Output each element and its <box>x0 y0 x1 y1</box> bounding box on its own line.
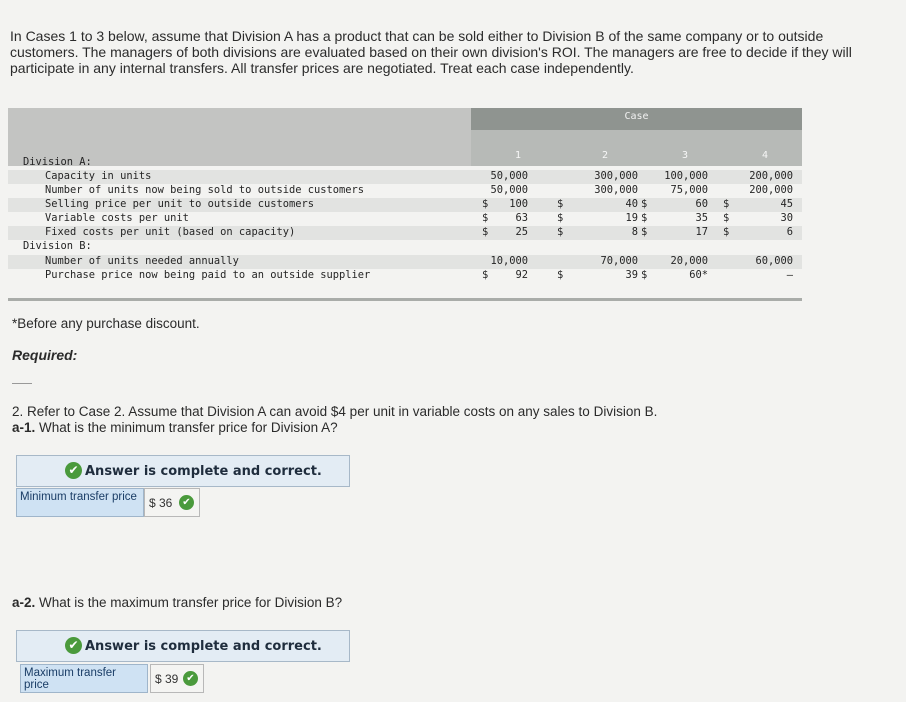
dollar-sign: $ <box>723 198 730 210</box>
cell-text: 10,000 <box>490 255 528 267</box>
dollar-sign: $ <box>482 269 489 281</box>
cell-text: 45 <box>780 198 793 210</box>
cell-text: 92 <box>515 269 528 281</box>
table-row <box>8 226 802 240</box>
dollar-sign: $ <box>641 226 648 238</box>
row-label: Division A: <box>23 156 92 168</box>
cell-text: 300,000 <box>594 184 638 196</box>
intro-paragraph: In Cases 1 to 3 below, assume that Division A has a product that can be sold either to Division B of the same company or to outside customers. The managers of both divisions are evaluated based on their own division's ROI. The managers are free to decide if they will participate in any internal transfers. All transfer prices are negotiated. Treat each case independently. <box>10 28 852 76</box>
minimum-transfer-price-label: Minimum transfer price <box>16 488 144 517</box>
question-a2 <box>12 595 342 610</box>
cell-text: 60,000 <box>755 255 793 267</box>
dollar-sign: $ <box>482 226 489 238</box>
cell-text: 50,000 <box>490 184 528 196</box>
cell-text: 75,000 <box>670 184 708 196</box>
dollar-sign: $ <box>557 212 564 224</box>
cell-text: 17 <box>695 226 708 238</box>
required-heading: Required: <box>12 347 78 363</box>
question-a1-id: a-1. <box>12 420 36 435</box>
cell-text: 40 <box>625 198 638 210</box>
row-label: Variable costs per unit <box>45 212 189 224</box>
cell-text: 6 <box>786 226 793 238</box>
question-a1-line <box>12 420 657 436</box>
row-label: Number of units needed annually <box>45 255 239 267</box>
row-label: Capacity in units <box>45 170 152 182</box>
table-row <box>8 240 802 254</box>
table-bottom-rule <box>8 298 802 301</box>
column-header-case-3: 3 <box>682 150 689 161</box>
dollar-sign: $ <box>641 212 648 224</box>
cell-text: 8 <box>631 226 638 238</box>
cell-text: 63 <box>515 212 528 224</box>
dollar-sign: $ <box>723 226 730 238</box>
cell-text: 300,000 <box>594 170 638 182</box>
cell-text: 30 <box>780 212 793 224</box>
column-header-case-4: 4 <box>762 150 769 161</box>
cell-text: 50,000 <box>490 170 528 182</box>
cell-text: 39 <box>625 269 638 281</box>
dollar-sign: $ <box>723 212 730 224</box>
check-circle-icon: ✔ <box>183 671 198 686</box>
row-label: Fixed costs per unit (based on capacity) <box>45 226 296 238</box>
cell-text: 100,000 <box>664 170 708 182</box>
answer-status-box-2 <box>16 630 350 662</box>
row-label: Division B: <box>23 240 92 252</box>
cell-text: 100 <box>509 198 528 210</box>
dollar-sign: $ <box>557 269 564 281</box>
table-row <box>8 269 802 283</box>
cell-text: 200,000 <box>749 170 793 182</box>
check-circle-icon: ✔ <box>179 495 194 510</box>
maximum-transfer-price-label: Maximum transfer price <box>20 664 148 693</box>
cell-text: 60 <box>695 198 708 210</box>
row-label: Selling price per unit to outside customers <box>45 198 314 210</box>
cell-text: 70,000 <box>600 255 638 267</box>
table-row <box>8 255 802 269</box>
dollar-sign: $ <box>557 198 564 210</box>
dollar-sign: $ <box>482 212 489 224</box>
cell-text: 60* <box>689 269 708 281</box>
check-circle-icon: ✔ <box>65 462 82 479</box>
case-header: Case <box>624 111 649 122</box>
row-label: Purchase price now being paid to an outside supplier <box>45 269 371 281</box>
question-a2-text: What is the maximum transfer price for Division B? <box>39 595 343 610</box>
cell-text: 200,000 <box>749 184 793 196</box>
dollar-sign: $ <box>557 226 564 238</box>
answer-status-box-1 <box>16 455 350 487</box>
cell-text: 35 <box>695 212 708 224</box>
cell-text: 20,000 <box>670 255 708 267</box>
column-header-case-2: 2 <box>602 150 609 161</box>
answer-status-text-1: Answer is complete and correct. <box>85 464 322 479</box>
table-row <box>8 170 802 184</box>
column-header-case-1: 1 <box>515 150 522 161</box>
footnote: *Before any purchase discount. <box>12 316 200 331</box>
maximum-transfer-price-value: $ 39 <box>155 672 179 686</box>
check-circle-icon: ✔ <box>65 637 82 654</box>
cell-text: 19 <box>625 212 638 224</box>
row-label: Number of units now being sold to outside customers <box>45 184 365 196</box>
dollar-sign: $ <box>641 269 648 281</box>
table-row <box>8 198 802 212</box>
answer-status-text-2: Answer is complete and correct. <box>85 639 322 654</box>
cell-text: 25 <box>515 226 528 238</box>
divider <box>12 383 32 384</box>
dollar-sign: $ <box>641 198 648 210</box>
question-a2-id: a-2. <box>12 595 36 610</box>
question-a1 <box>12 404 657 436</box>
question-a1-text: What is the minimum transfer price for Division A? <box>39 420 338 435</box>
question-lead: 2. Refer to Case 2. Assume that Division A can avoid $4 per unit in variable costs on any sales to Division B. <box>12 404 658 419</box>
table-row <box>8 212 802 226</box>
table-row <box>8 184 802 198</box>
table-row <box>8 156 802 170</box>
dollar-sign: $ <box>482 198 489 210</box>
minimum-transfer-price-value: $ 36 <box>149 496 173 510</box>
cell-text: – <box>786 269 793 281</box>
